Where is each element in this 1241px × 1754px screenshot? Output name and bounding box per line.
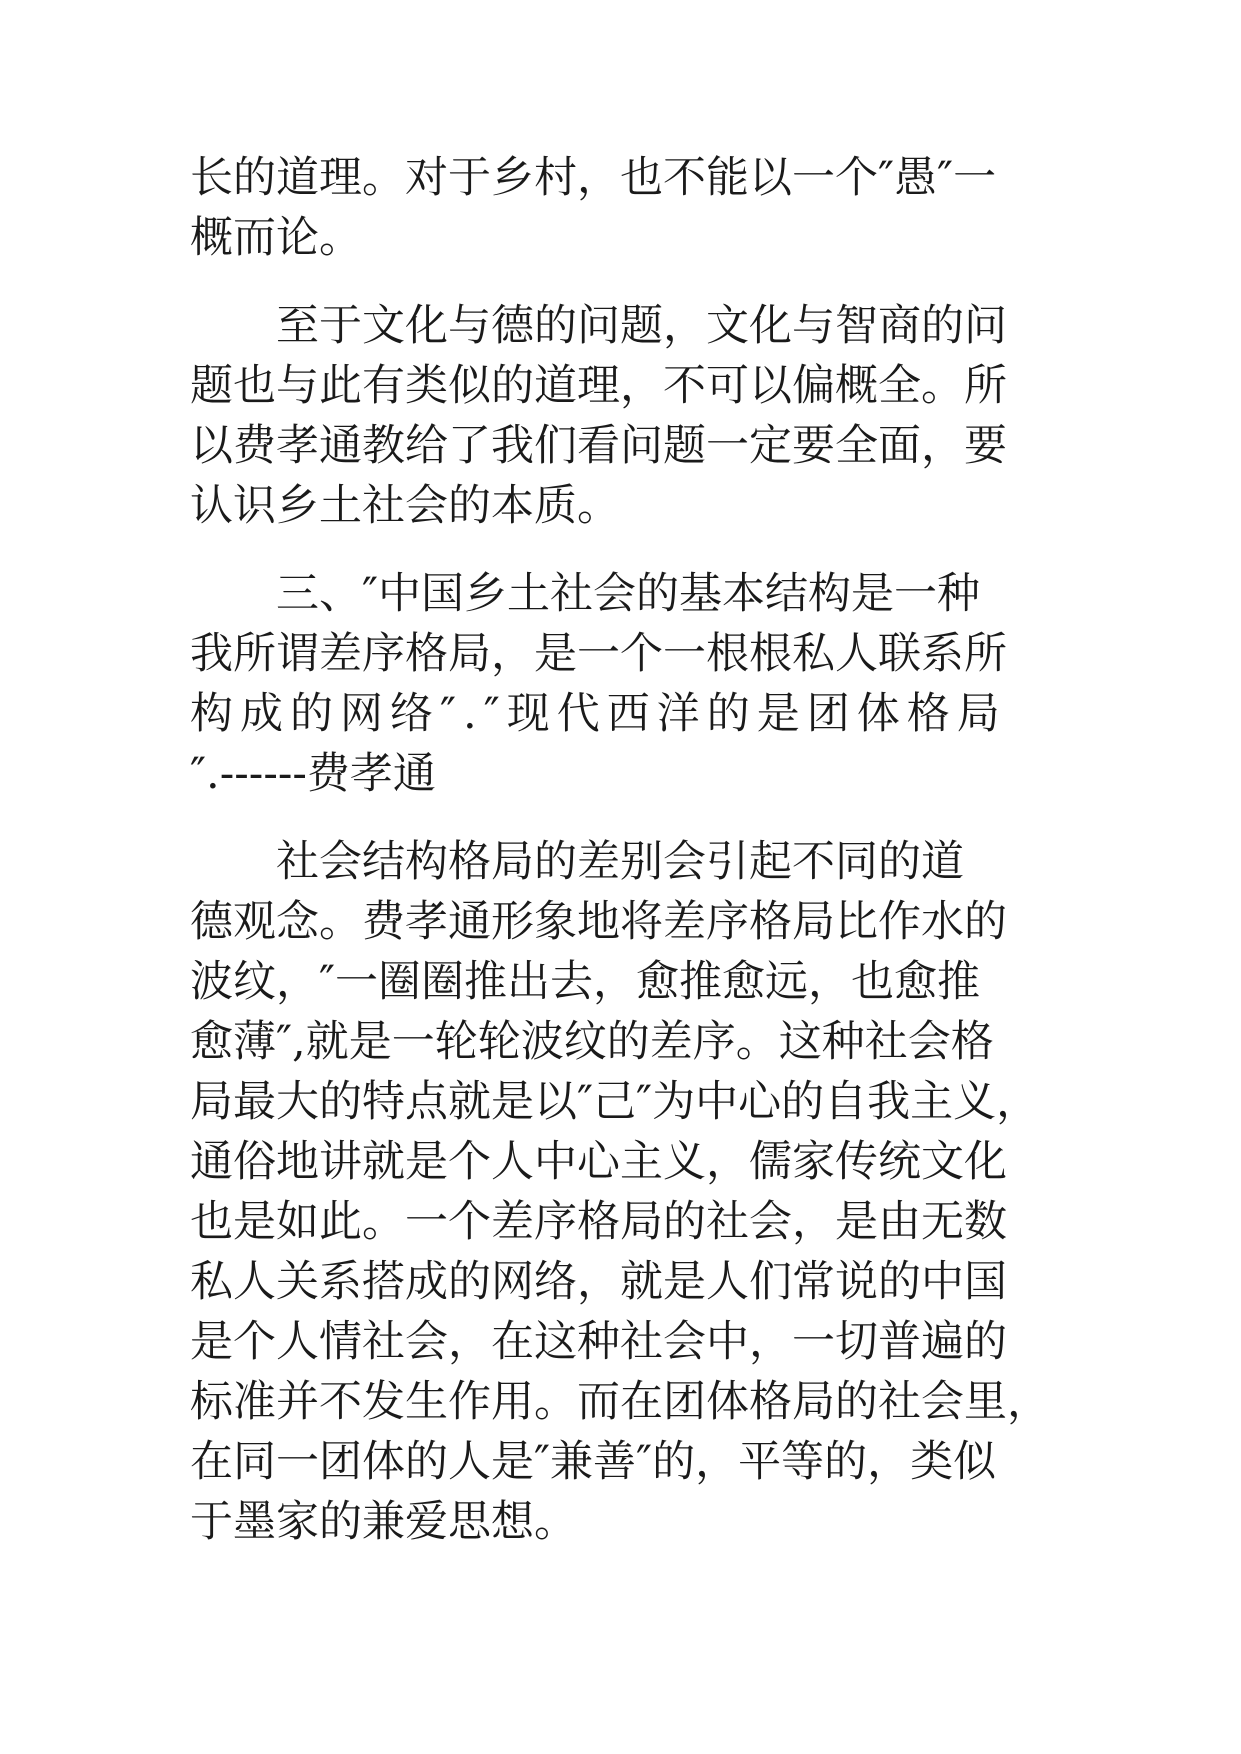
text-line: 概而论。 [190,213,362,263]
text-line: 三、″中国乡土社会的基本结构是一种 [276,569,981,619]
text-line: 以费孝通教给了我们看问题一定要全面，要 [190,421,1007,471]
text-line: 于墨家的兼爱思想。 [190,1497,577,1547]
text-line: ″.------费孝通 [190,749,436,799]
text-line: 波纹，″一圈圈推出去，愈推愈远，也愈推 [190,957,981,1007]
text-line: 通俗地讲就是个人中心主义，儒家传统文化 [190,1137,1007,1187]
text-line: 私人关系搭成的网络，就是人们常说的中国 [190,1257,1007,1307]
text-line: 我所谓差序格局，是一个一根根私人联系所 [190,629,1007,679]
text-line: 至于文化与德的问题，文化与智商的问 [276,301,1007,351]
document-body [190,148,1052,1552]
text-line: 社会结构格局的差别会引起不同的道 [276,837,964,887]
text-line: 是个人情社会，在这种社会中，一切普遍的 [190,1317,1007,1367]
text-line: 德观念。费孝通形象地将差序格局比作水的 [190,897,1007,947]
text-line: 愈薄″,就是一轮轮波纹的差序。这种社会格 [190,1017,994,1067]
text-line: 标准并不发生作用。而在团体格局的社会里， [190,1377,1050,1427]
text-line: 题也与此有类似的道理，不可以偏概全。所 [190,361,1007,411]
text-line: 构成的网络″.″现代西洋的是团体格局 [190,689,1007,739]
text-line: 认识乡土社会的本质。 [190,481,620,531]
text-line: 局最大的特点就是以″己″为中心的自我主义， [190,1077,1040,1127]
text-line: 长的道理。对于乡村，也不能以一个″愚″一 [190,153,997,203]
text-line: 也是如此。一个差序格局的社会，是由无数 [190,1197,1007,1247]
text-line: 在同一团体的人是″兼善″的，平等的，类似 [190,1437,997,1487]
